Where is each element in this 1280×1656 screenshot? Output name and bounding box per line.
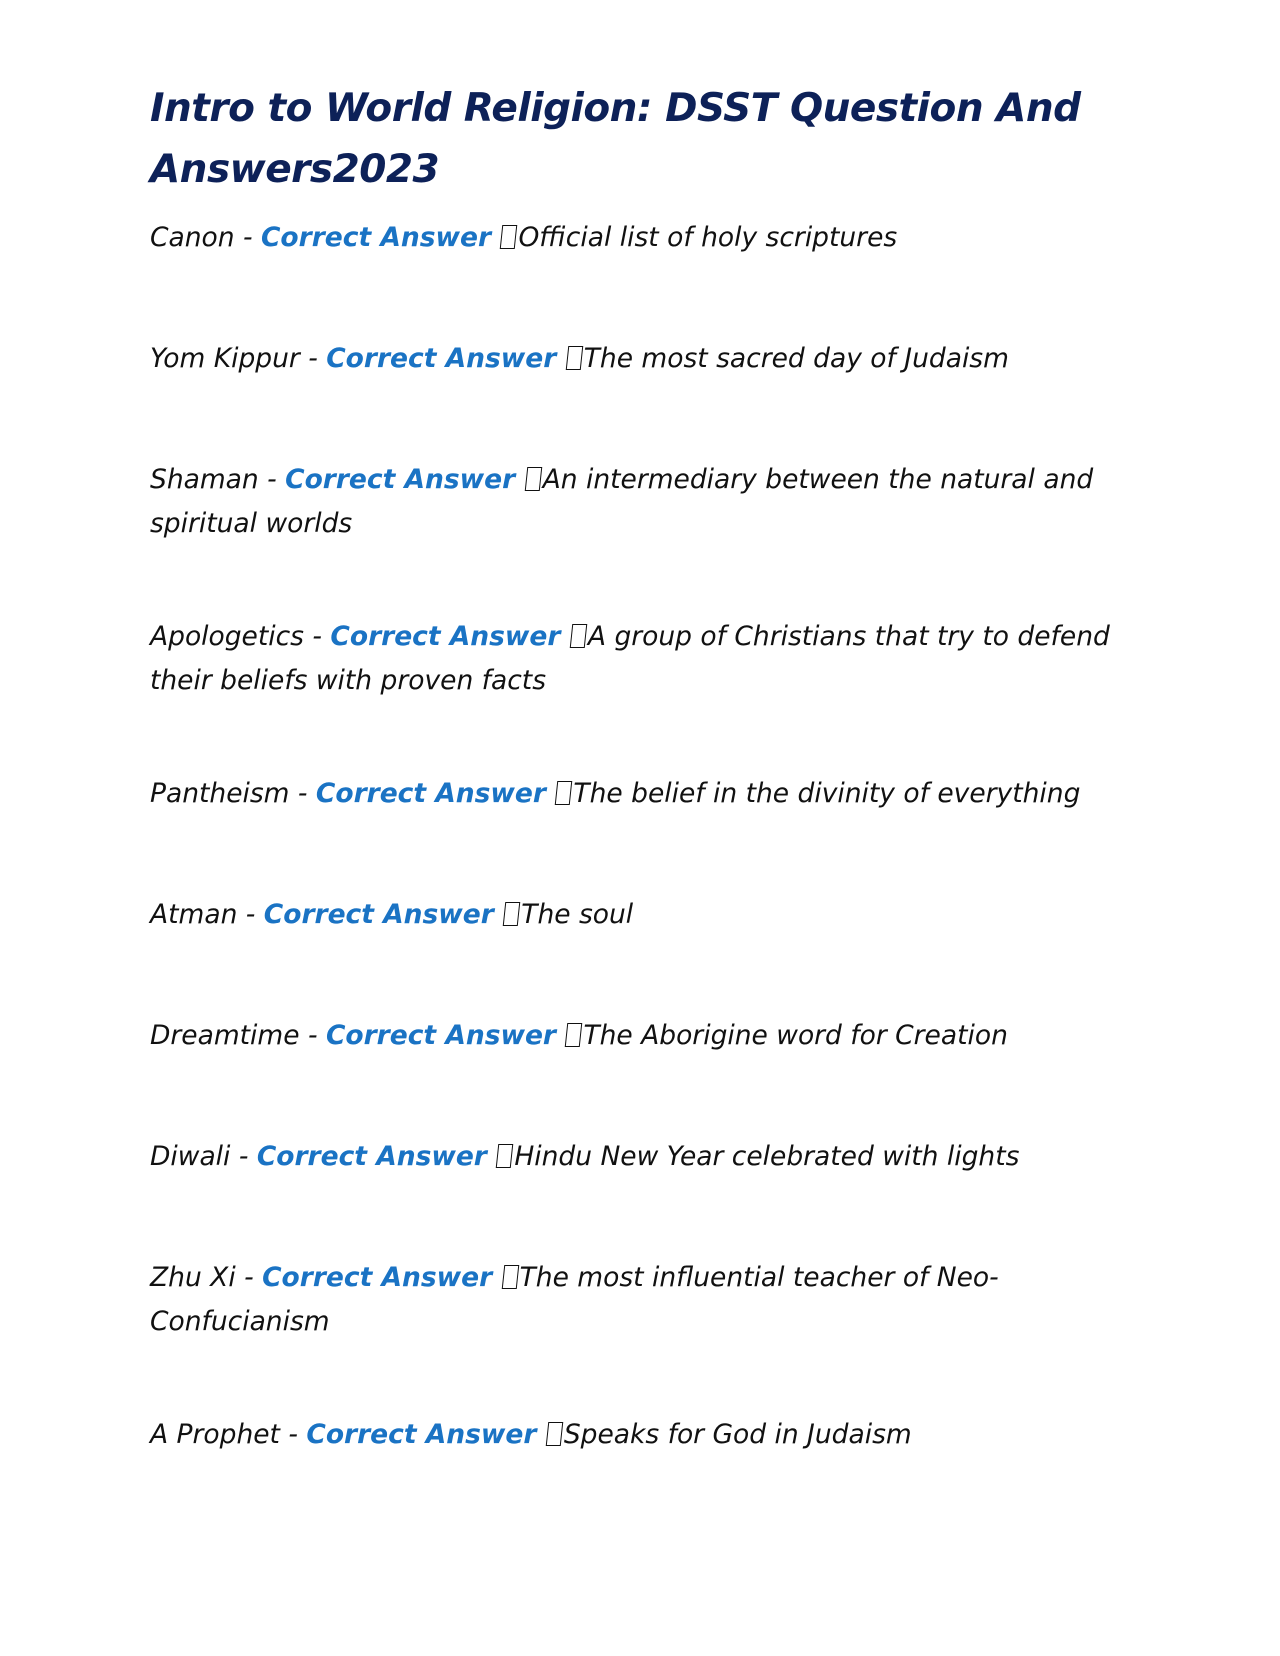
empty-box-icon: [500, 225, 518, 249]
correct-answer-label: Correct Answer: [330, 621, 561, 652]
correct-answer-label: Correct Answer: [263, 899, 494, 930]
qa-separator: -: [299, 343, 327, 374]
qa-answer: The soul: [521, 899, 634, 930]
correct-answer-label: Correct Answer: [285, 464, 516, 495]
empty-box-icon: [555, 781, 573, 805]
empty-box-icon: [501, 1265, 519, 1289]
qa-item: [150, 772, 1110, 816]
qa-separator: -: [234, 222, 261, 253]
qa-answer: Official list of holy scriptures: [518, 222, 898, 253]
qa-item: [150, 337, 1110, 381]
document-page: [150, 78, 1110, 1534]
qa-term: Atman: [150, 899, 238, 930]
correct-answer-label: Correct Answer: [315, 778, 546, 809]
correct-answer-label: Correct Answer: [260, 222, 492, 253]
qa-term: Shaman: [150, 464, 259, 495]
qa-answer: Speaks for God in Judaism: [563, 1419, 912, 1450]
qa-answer: The Aborigine word for Creation: [583, 1020, 1008, 1051]
correct-answer-label: Correct Answer: [306, 1419, 537, 1450]
qa-term: Apologetics: [150, 621, 304, 652]
document-title: Intro to World Religion: DSST Question And Answers2023: [150, 86, 1081, 192]
qa-answer: An intermediary between the natural and spiritual worlds: [150, 464, 1094, 539]
correct-answer-label: Correct Answer: [326, 343, 557, 374]
qa-answer: Hindu New Year celebrated with lights: [514, 1141, 1020, 1172]
correct-answer-label: Correct Answer: [262, 1262, 493, 1293]
empty-box-icon: [524, 467, 542, 491]
qa-item: [150, 1256, 1110, 1344]
qa-term: Zhu Xi: [150, 1262, 236, 1293]
qa-answer: A group of Christians that try to defend their beliefs with proven facts: [150, 621, 1110, 696]
qa-separator: -: [258, 464, 286, 495]
correct-answer-label: Correct Answer: [325, 1020, 556, 1051]
qa-term: Yom Kippur: [150, 343, 300, 374]
qa-list: [150, 216, 1110, 1457]
empty-box-icon: [570, 624, 588, 648]
qa-separator: -: [304, 621, 331, 652]
qa-answer: The belief in the divinity of everything: [573, 778, 1081, 809]
qa-separator: -: [237, 899, 264, 930]
qa-term: Dreamtime: [150, 1020, 300, 1051]
qa-item: [150, 1413, 1110, 1457]
correct-answer-label: Correct Answer: [256, 1141, 487, 1172]
empty-box-icon: [503, 902, 521, 926]
qa-item: [150, 1135, 1110, 1179]
qa-term: Diwali: [150, 1141, 231, 1172]
qa-term: A Prophet: [150, 1419, 280, 1450]
qa-item: [150, 458, 1110, 546]
qa-item: [150, 216, 1110, 260]
qa-item: [150, 893, 1110, 937]
qa-separator: -: [279, 1419, 307, 1450]
qa-answer: The most sacred day of Judaism: [583, 343, 1009, 374]
qa-item: [150, 615, 1110, 703]
qa-separator: -: [235, 1262, 263, 1293]
qa-separator: -: [289, 778, 316, 809]
qa-answer: The most influential teacher of Neo-Confucianism: [150, 1262, 999, 1337]
empty-box-icon: [496, 1144, 514, 1168]
empty-box-icon: [565, 346, 583, 370]
qa-item: [150, 1014, 1110, 1058]
qa-term: Pantheism: [150, 778, 290, 809]
qa-term: Canon: [150, 222, 235, 253]
empty-box-icon: [546, 1422, 564, 1446]
qa-separator: -: [299, 1020, 326, 1051]
qa-separator: -: [230, 1141, 257, 1172]
empty-box-icon: [565, 1023, 583, 1047]
